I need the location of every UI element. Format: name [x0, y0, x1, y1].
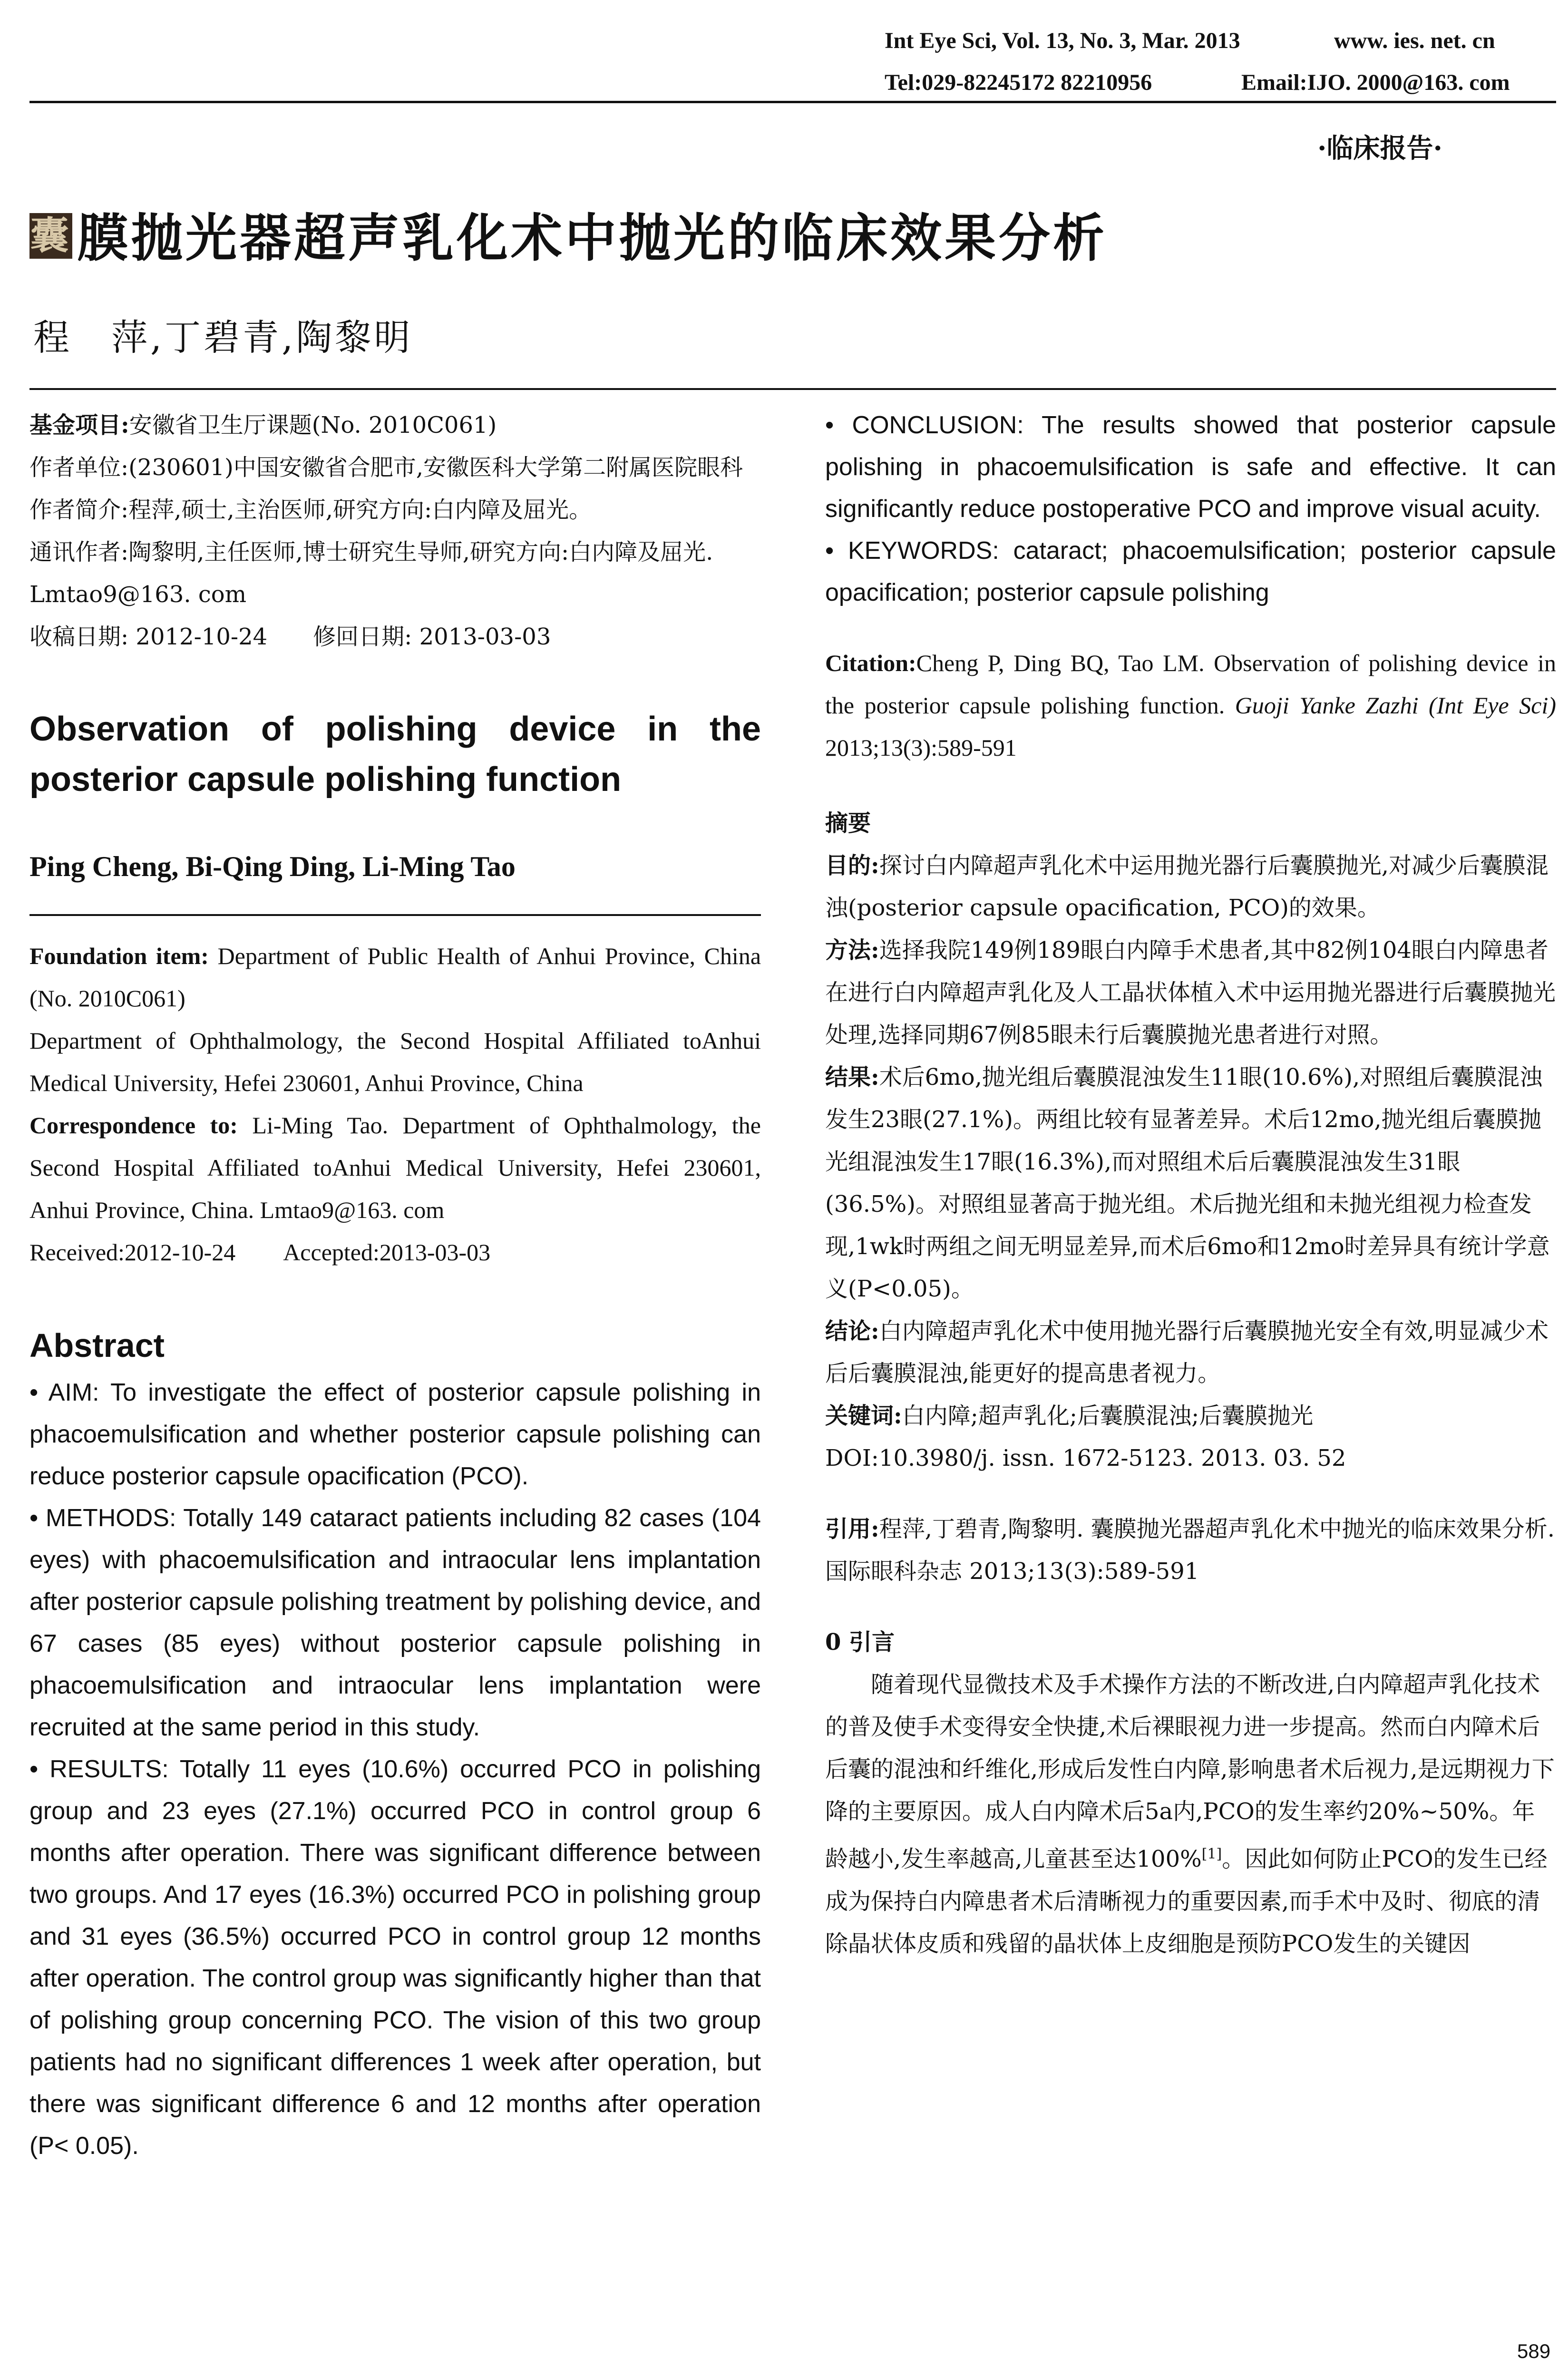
title-first-char-seal: 囊	[30, 214, 71, 258]
en-affiliation: Department of Ophthalmology, the Second Hospital Affiliated toAnhui Medical University, Hefei 230601, Anhui Province, China	[29, 1027, 761, 1096]
cn-article-info	[29, 404, 761, 658]
page-number: 589	[1517, 2340, 1551, 2362]
intro-text-a: 随着现代显微技术及手术操作方法的不断改进,白内障超声乳化技术的普及使手术变得安全快捷,术后裸眼视力进一步提高。然而白内障术后后囊的混浊和纤维化,形成后发性白内障,影响患者术后视力,是远期视力下降的主要原因。成人白内障术后5a内,PCO的发生率约20%~50%。年龄越小,发生率越高,儿童甚至达100%	[825, 1671, 1555, 1872]
abstract-conclusion: • CONCLUSION: The results showed that posterior capsule polishing in phacoemulsification is safe and effective. It can significantly reduce postoperative PCO and improve visual acuity.	[825, 411, 1556, 523]
english-article-info	[29, 935, 761, 1274]
section-tag: ·临床报告·	[1317, 133, 1442, 164]
en-foundation-label: Foundation item:	[29, 943, 209, 969]
journal-issue-line: Int Eye Sci, Vol. 13, No. 3, Mar. 2013	[885, 28, 1240, 53]
en-corr-text: Li-Ming Tao. Department of Ophthalmology, the Second Hospital Affiliated toAnhui Medical University, Hefei 230601, Anhui Province, China. Lmtao9@163. com	[29, 1112, 761, 1223]
authors-rule	[29, 914, 761, 916]
citation-journal: Guoji Yanke Zazhi (Int Eye Sci)	[1235, 692, 1556, 719]
bio-label: 作者简介:	[29, 497, 129, 523]
unit-text: (230601)中国安徽省合肥市,安徽医科大学第二附属医院眼科	[128, 454, 743, 481]
foundation-label: 基金项目:	[29, 412, 129, 438]
cn-conclusion-label: 结论:	[825, 1318, 879, 1344]
journal-website: www. ies. net. cn	[1334, 28, 1495, 53]
left-column	[29, 404, 761, 2167]
article-title	[29, 209, 1108, 268]
citation-tail: 2013;13(3):589-591	[825, 734, 1017, 761]
introduction	[825, 1621, 1556, 1965]
cn-dates: 收稿日期: 2012-10-24 修回日期: 2013-03-03	[29, 623, 551, 650]
english-title: Observation of polishing device in the posterior capsule polishing function	[29, 710, 761, 799]
intro-heading: 0 引言	[825, 1629, 895, 1656]
en-received: Received:2012-10-24 Accepted:2013-03-03	[29, 1239, 491, 1266]
citation-text: Cheng P, Ding BQ, Tao LM. Observation of polishing device in the posterior capsule polishing function.	[825, 650, 1556, 719]
header-rule	[29, 101, 1556, 103]
cn-abstract-heading: 摘要	[825, 810, 871, 837]
citation-label: Citation:	[825, 650, 916, 676]
cn-aim-label: 目的:	[825, 852, 879, 879]
right-column	[825, 404, 1556, 1965]
en-foundation-text: Department of Public Health of Anhui Province, China (No. 2010C061)	[29, 943, 761, 1012]
cn-cite-label: 引用:	[825, 1516, 879, 1542]
citation	[825, 642, 1556, 769]
cn-results: 术后6mo,抛光组后囊膜混浊发生11眼(10.6%),对照组后囊膜混浊发生23眼(27.1%)。两组比较有显著差异。术后12mo,抛光组后囊膜抛光组混浊发生17眼(16.3%),而对照组术后后囊膜混浊发生31眼(36.5%)。对照组显著高于抛光组。术后抛光组和未抛光组视力检查发现,1wk时两组之间无明显差异,而术后6mo和12mo时差异具有统计学意义(P<0.05)。	[825, 1064, 1550, 1302]
abstract-heading: Abstract	[29, 1327, 165, 1364]
cn-conclusion: 白内障超声乳化术中使用抛光器行后囊膜抛光安全有效,明显减少术后后囊膜混浊,能更好的提高患者视力。	[825, 1318, 1549, 1387]
cn-keywords: 白内障;超声乳化;后囊膜混浊;后囊膜抛光	[902, 1403, 1314, 1429]
bio-text: 程萍,硕士,主治医师,研究方向:白内障及屈光。	[128, 497, 592, 523]
cn-methods: 选择我院149例189眼白内障手术患者,其中82例104眼白内障患者在进行白内障超声乳化及人工晶状体植入术中运用抛光器进行后囊膜抛光处理,选择同期67例85眼未行后囊膜抛光患者进行对照。	[825, 937, 1556, 1048]
cn-cite-text: 程萍,丁碧青,陶黎明. 囊膜抛光器超声乳化术中抛光的临床效果分析. 国际眼科杂志 2013;13(3):589-591	[825, 1516, 1555, 1585]
cn-doi: DOI:10.3980/j. issn. 1672-5123. 2013. 03. 52	[825, 1445, 1346, 1471]
english-abstract	[29, 1372, 761, 2167]
authors-cn: 程 萍,丁碧青,陶黎明	[33, 316, 413, 359]
journal-tel: Tel:029-82245172 82210956	[885, 70, 1152, 95]
corr-label: 通讯作者:	[29, 539, 129, 565]
corr-text: 陶黎明,主任医师,博士研究生导师,研究方向:白内障及屈光. Lmtao9@163. com	[29, 539, 713, 608]
intro-ref: [1]	[1201, 1846, 1222, 1862]
intro-text-b: 。因此如何防止PCO的发生已经成为保持白内障患者术后清晰视力的重要因素,而手术中及时、彻底的清除晶状体皮质和残留的晶状体上皮细胞是预防PCO发生的关键因	[825, 1846, 1548, 1957]
cn-keywords-label: 关键词:	[825, 1403, 902, 1429]
unit-label: 作者单位:	[29, 454, 129, 481]
cn-abstract	[825, 802, 1556, 1480]
cn-methods-label: 方法:	[825, 937, 879, 964]
english-authors: Ping Cheng, Bi-Qing Ding, Li-Ming Tao	[29, 851, 516, 882]
cn-results-label: 结果:	[825, 1064, 879, 1091]
title-rule	[29, 388, 1556, 390]
journal-email: Email:IJO. 2000@163. com	[1241, 70, 1510, 95]
intro-paragraph	[825, 1664, 1556, 1965]
abstract-results: • RESULTS: Totally 11 eyes (10.6%) occurred PCO in polishing group and 23 eyes (27.1%) occurred PCO in control group 6 months after operation. There was significant difference between two groups. And 17 eyes (16.3%) occurred PCO in polishing group and 31 eyes (36.5%) occurred PCO in control group 12 months after operation. The control group was significantly higher than that of polishing group concerning PCO. The vision of this two group patients had no significant differences 1 week after operation, but there was significant difference 6 and 12 months after operation (P< 0.05).	[29, 1755, 761, 2160]
abstract-aim: • AIM: To investigate the effect of posterior capsule polishing in phacoemulsification and whether posterior capsule polishing can reduce posterior capsule opacification (PCO).	[29, 1379, 761, 1490]
cn-aim: 探讨白内障超声乳化术中运用抛光器行后囊膜抛光,对减少后囊膜混浊(posterior capsule opacification, PCO)的效果。	[825, 852, 1549, 921]
abstract-methods: • METHODS: Totally 149 cataract patients including 82 cases (104 eyes) with phacoemulsification and intraocular lens implantation after posterior capsule polishing treatment by polishing device, and 67 cases (85 eyes) without posterior capsule polishing in phacoemulsification and intraocular lens implantation were recruited at the same period in this study.	[29, 1504, 761, 1741]
title-rest: 膜抛光器超声乳化术中抛光的临床效果分析	[77, 209, 1108, 268]
foundation-text: 安徽省卫生厅课题(No. 2010C061)	[129, 412, 497, 438]
en-corr-label: Correspondence to:	[29, 1112, 238, 1139]
abstract-keywords: • KEYWORDS: cataract; phacoemulsification; posterior capsule opacification; posterior capsule polishing	[825, 537, 1556, 606]
